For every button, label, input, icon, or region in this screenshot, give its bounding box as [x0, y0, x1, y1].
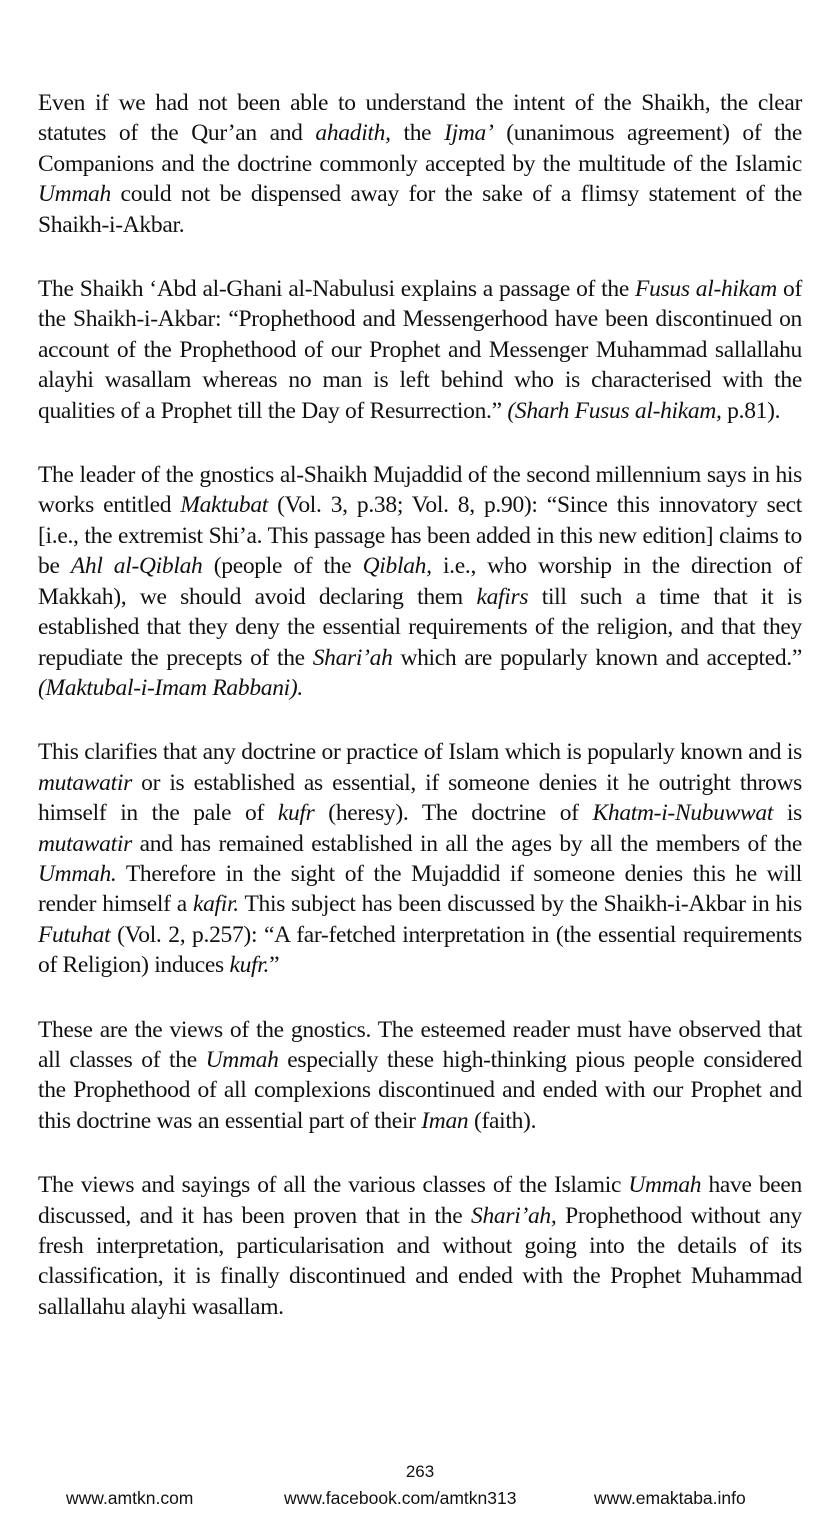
- footer: [0, 1488, 840, 1514]
- text-run: the: [390, 120, 445, 147]
- text-run: Even if we had not been able to understand the intent of the Shaikh, the clear statutes of the Qur’an and: [38, 90, 802, 147]
- italic-term: Shari’ah: [312, 644, 393, 671]
- text-run: (Vol. 2, p.257): “A far-fetched interpretation in (the essential requirements of Religion) induces: [38, 921, 802, 979]
- text-run: have been discussed, and it has been proven that in the: [38, 1172, 802, 1229]
- text-run: or is established as essential, if someone denies it he outright throws himself in the pale of: [38, 769, 802, 827]
- text-run: is: [773, 800, 802, 827]
- italic-term: (Maktubal-i-Imam Rabbani).: [38, 674, 303, 701]
- paragraph: [38, 737, 802, 980]
- italic-term: Ahl al-Qiblah: [70, 553, 203, 580]
- text-run: These are the views of the gnostics. The esteemed reader must have observed that all classes of the: [38, 1016, 802, 1073]
- text-run: especially these high-thinking pious people considered the Prophethood of all complexions discontinued and ended with our Prophet and this doctrine was an essential part of their: [38, 1046, 802, 1134]
- italic-term: kufr.: [229, 952, 270, 979]
- text-run: (unanimous agreement) of the Companions and the doctrine commonly accepted by the multitude of the Islamic: [38, 120, 802, 177]
- italic-term: Ummah.: [38, 860, 117, 887]
- body-text: [38, 88, 802, 1356]
- italic-term: Ummah: [38, 181, 111, 208]
- text-run: (heresy). The doctrine of: [314, 800, 593, 827]
- paragraph: [38, 274, 802, 426]
- paragraph: [38, 88, 802, 240]
- text-run: Prophethood without any fresh interpretation, particularisation and without going into the details of its classification, it is finally discontinued and ended with the Prophet Muhammad sallallahu alayhi wasallam.: [38, 1202, 802, 1320]
- text-run: This subject has been discussed by the Shaikh-i-Akbar in his: [238, 891, 802, 918]
- italic-term: (Sharh Fusus al-hikam,: [507, 397, 722, 424]
- text-run: The leader of the gnostics al-Shaikh Mujaddid of the second millennium says in his works entitled: [38, 462, 802, 519]
- italic-term: Ummah: [205, 1046, 279, 1073]
- footer-link-amtkn[interactable]: www.amtkn.com: [66, 1488, 194, 1508]
- text-run: of the Shaikh-i-Akbar: “Prophethood and Messengerhood have been discontinued on account of the Prophethood of our Prophet and Messenger Muhammad sallallahu alayhi wasallam whereas no man is left behind who is characterised with the qualities of a Prophet till the Day of Resurrection.”: [38, 276, 802, 424]
- text-run: could not be dispensed away for the sake of a flimsy statement of the Shaikh-i-Akbar.: [38, 181, 802, 238]
- text-run: i.e., who worship in the direction of Makkah), we should avoid declaring them: [38, 553, 802, 610]
- text-run: The Shaikh ‘Abd al-Ghani al-Nabulusi explains a passage of the: [38, 276, 636, 303]
- italic-term: Khatm-i-Nubuwwat: [592, 800, 774, 827]
- italic-term: mutawatir: [38, 769, 132, 796]
- text-run: (Vol. 3, p.38; Vol. 8, p.90): “Since this innovatory sect [i.e., the extremist Shi’a. This passage has been added in this new edition] claims to be: [38, 492, 802, 580]
- text-run: and has remained established in all the ages by all the members of the: [131, 830, 802, 857]
- text-run: p.81).: [721, 397, 781, 424]
- footer-link-facebook[interactable]: www.facebook.com/amtkn313: [284, 1488, 517, 1508]
- italic-term: mutawatir: [38, 830, 132, 857]
- italic-term: Futuhat: [38, 921, 111, 948]
- paragraph: [38, 1015, 802, 1137]
- page-number: 263: [405, 1462, 435, 1481]
- italic-term: Maktubat: [180, 492, 268, 519]
- italic-term: kafir.: [192, 891, 239, 918]
- italic-term: ahadith,: [315, 120, 391, 147]
- paragraph: [38, 460, 802, 703]
- text-run: Therefore in the sight of the Mujaddid if someone denies this he will render himself a: [38, 860, 802, 918]
- paragraph: [38, 1170, 802, 1322]
- italic-term: kafirs: [476, 583, 529, 610]
- text-run: (faith).: [468, 1107, 537, 1134]
- text-run: till such a time that it is established that they deny the essential requirements of the religion, and that they repudiate the precepts of the: [38, 583, 802, 671]
- text-run: (people of the: [202, 553, 363, 580]
- footer-link-emaktaba[interactable]: www.emaktaba.info: [594, 1488, 746, 1508]
- italic-term: kufr: [277, 800, 315, 827]
- italic-term: Iman: [421, 1107, 469, 1134]
- text-run: The views and sayings of all the various classes of the Islamic: [38, 1172, 629, 1199]
- text-run: This clarifies that any doctrine or practice of Islam which is popularly known and is: [38, 739, 802, 766]
- italic-term: Ijma’: [444, 120, 494, 147]
- text-run: which are popularly known and accepted.”: [392, 644, 802, 671]
- text-run: ”: [269, 952, 280, 979]
- italic-term: Qiblah,: [362, 553, 432, 580]
- italic-term: Ummah: [628, 1172, 702, 1199]
- italic-term: Shari’ah,: [471, 1202, 557, 1229]
- italic-term: Fusus al-hikam: [635, 276, 777, 303]
